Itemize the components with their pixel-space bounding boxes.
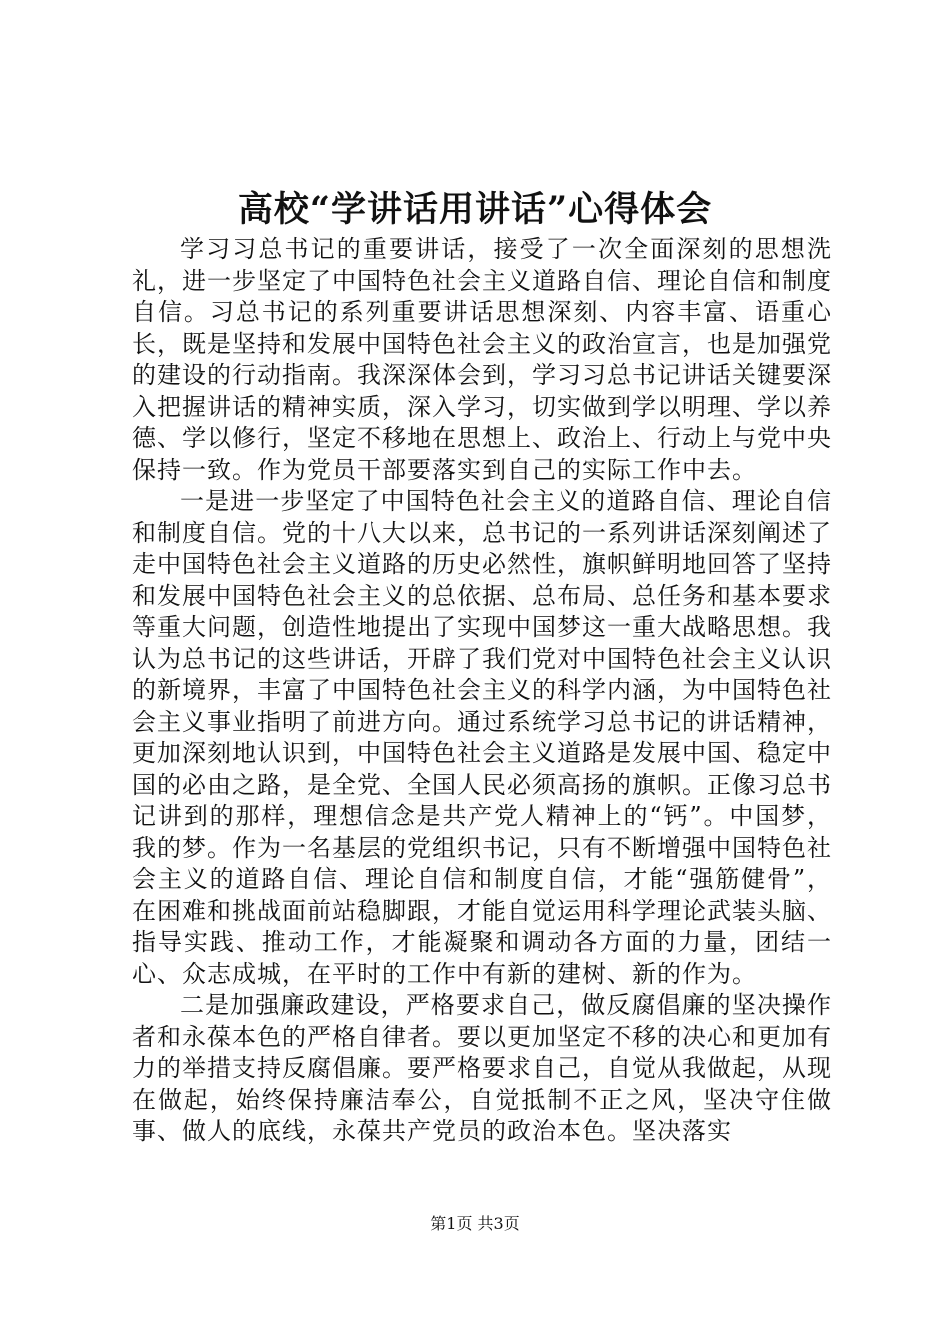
paragraph-intro: 学习习总书记的重要讲话，接受了一次全面深刻的思想洗礼，进一步坚定了中国特色社会主义道路自信、理论自信和制度自信。习总书记的系列重要讲话思想深刻、内容丰富、语重心长，既是坚持和发展中国特色社会主义的政治宣言，也是加强党的建设的行动指南。我深深体会到，学习习总书记讲话关键要深入把握讲话的精神实质，深入学习，切实做到学以明理、学以养德、学以修行，坚定不移地在思想上、政治上、行动上与党中央保持一致。作为党员干部要落实到自己的实际工作中去。 [132,235,832,484]
document-body [132,234,832,1148]
document-title: 高校“学讲话用讲话”心得体会 [237,189,713,230]
paragraph-point-two: 二是加强廉政建设，严格要求自己，做反腐倡廉的坚决操作者和永葆本色的严格自律者。要以更加坚定不移的决心和更加有力的举措支持反腐倡廉。要严格要求自己，自觉从我做起，从现在做起，始终保持廉洁奉公，自觉抵制不正之风，坚决守住做事、做人的底线，永葆共产党员的政治本色。坚决落实 [132,991,832,1145]
page-number-footer: 第1页 共3页 [430,1214,520,1233]
paragraph-point-one: 一是进一步坚定了中国特色社会主义的道路自信、理论自信和制度自信。党的十八大以来，总书记的一系列讲话深刻阐述了走中国特色社会主义道路的历史必然性，旗帜鲜明地回答了坚持和发展中国特色社会主义的总依据、总布局、总任务和基本要求等重大问题，创造性地提出了实现中国梦这一重大战略思想。我认为总书记的这些讲话，开辟了我们党对中国特色社会主义认识的新境界，丰富了中国特色社会主义的科学内涵，为中国特色社会主义事业指明了前进方向。通过系统学习总书记的讲话精神，更加深刻地认识到，中国特色社会主义道路是发展中国、稳定中国的必由之路，是全党、全国人民必须高扬的旗帜。正像习总书记讲到的那样，理想信念是共产党人精神上的“钙”。中国梦，我的梦。作为一名基层的党组织书记，只有不断增强中国特色社会主义的道路自信、理论自信和制度自信，才能“强筋健骨”，在困难和挑战面前站稳脚跟，才能自觉运用科学理论武装头脑、指导实践、推动工作，才能凝聚和调动各方面的力量，团结一心、众志成城，在平时的工作中有新的建树、新的作为。 [132,487,832,988]
